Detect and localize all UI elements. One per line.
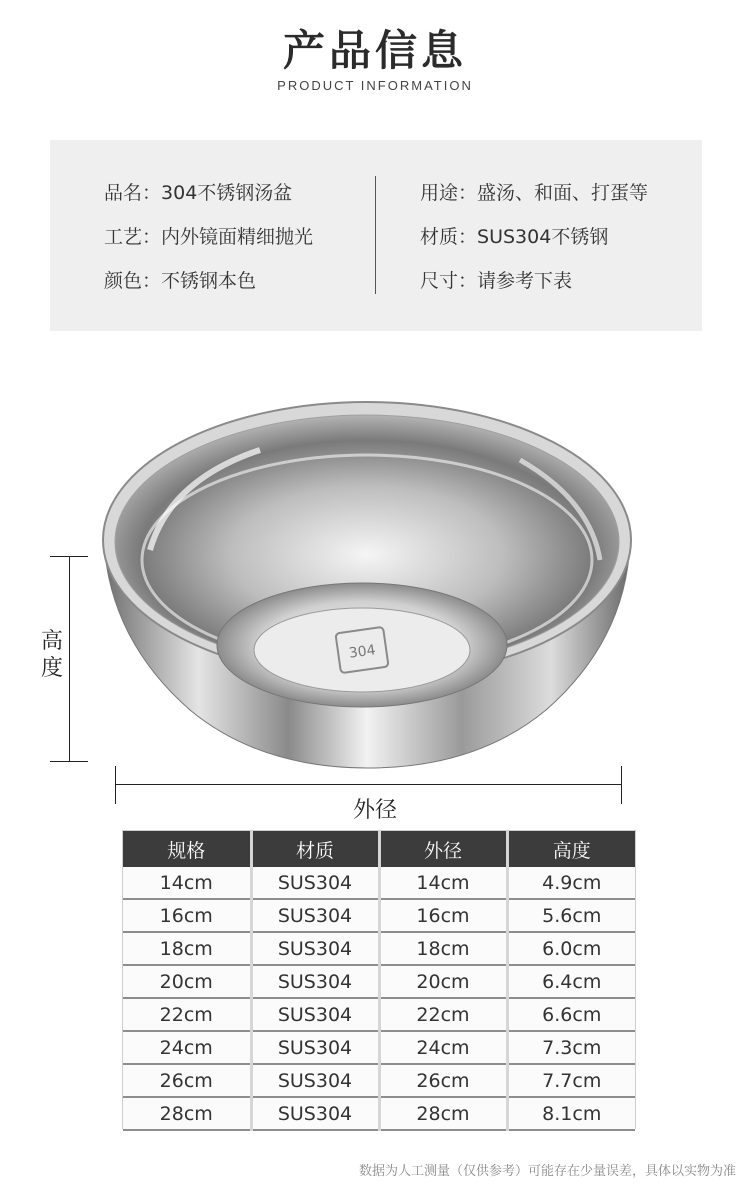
table-cell: SUS304 — [251, 932, 379, 965]
info-value: 内外镜面精细抛光 — [161, 226, 314, 248]
height-label: 高度 — [40, 629, 63, 681]
table-cell: 24cm — [123, 1031, 251, 1064]
column-header-height: 高度 — [507, 831, 635, 867]
table-row — [123, 998, 635, 1031]
info-label: 尺寸 — [420, 270, 459, 292]
table-cell: 20cm — [379, 965, 507, 998]
table-cell: 14cm — [379, 867, 507, 899]
page-subtitle: PRODUCT INFORMATION — [277, 78, 473, 93]
table-header-row — [123, 831, 635, 867]
product-info-panel — [50, 140, 702, 331]
table-row — [123, 1031, 635, 1064]
table-cell: 6.4cm — [507, 965, 635, 998]
table-cell: SUS304 — [251, 998, 379, 1031]
table-cell: 26cm — [123, 1064, 251, 1097]
info-row-usage: 用途：盛汤、和面、打蛋等 — [420, 182, 649, 204]
table-cell: 14cm — [123, 867, 251, 899]
info-row-size: 尺寸：请参考下表 — [420, 270, 573, 292]
table-cell: SUS304 — [251, 965, 379, 998]
table-cell: 5.6cm — [507, 899, 635, 932]
info-row-color: 颜色：不锈钢本色 — [104, 270, 257, 292]
table-row — [123, 1064, 635, 1097]
column-header-spec: 规格 — [123, 831, 251, 867]
table-cell: 26cm — [379, 1064, 507, 1097]
table-cell: 22cm — [379, 998, 507, 1031]
table-cell: 20cm — [123, 965, 251, 998]
info-value: SUS304不锈钢 — [477, 226, 609, 248]
table-cell: 7.7cm — [507, 1064, 635, 1097]
table-cell: 28cm — [123, 1097, 251, 1130]
table-cell: 4.9cm — [507, 867, 635, 899]
table-cell: 6.0cm — [507, 932, 635, 965]
column-header-material: 材质 — [251, 831, 379, 867]
table-row — [123, 932, 635, 965]
diameter-label: 外径 — [352, 798, 397, 823]
table-cell: 6.6cm — [507, 998, 635, 1031]
table-row — [123, 867, 635, 899]
info-label: 材质 — [420, 226, 459, 248]
info-column-right — [420, 178, 648, 310]
table-cell: 8.1cm — [507, 1097, 635, 1130]
info-column-left — [104, 178, 313, 310]
size-spec-table — [122, 830, 636, 1129]
table-row — [123, 965, 635, 998]
table-cell: 24cm — [379, 1031, 507, 1064]
table-cell: SUS304 — [251, 867, 379, 899]
info-row-material: 材质：SUS304不锈钢 — [420, 226, 609, 248]
table-cell: SUS304 — [251, 1064, 379, 1097]
table-cell: 16cm — [123, 899, 251, 932]
bowl-stamp-text: 304 — [347, 642, 377, 662]
table-cell: 7.3cm — [507, 1031, 635, 1064]
table-cell: 18cm — [379, 932, 507, 965]
info-label: 用途 — [420, 182, 459, 204]
table-cell: 16cm — [379, 899, 507, 932]
info-value: 请参考下表 — [477, 270, 573, 292]
table-cell: 18cm — [123, 932, 251, 965]
info-row-name: 品名：304不锈钢汤盆 — [104, 182, 293, 204]
info-value: 304不锈钢汤盆 — [161, 182, 293, 204]
info-row-craft: 工艺：内外镜面精细抛光 — [104, 226, 314, 248]
table-cell: SUS304 — [251, 1031, 379, 1064]
height-dimension-bottom-cap — [50, 761, 88, 762]
table-cell: SUS304 — [251, 899, 379, 932]
info-label: 颜色 — [104, 270, 143, 292]
height-dimension-line — [69, 556, 70, 762]
info-value: 不锈钢本色 — [161, 270, 257, 292]
table-row — [123, 899, 635, 932]
info-divider — [375, 176, 376, 294]
column-header-diameter: 外径 — [379, 831, 507, 867]
page-title: 产品信息 — [282, 26, 467, 75]
info-label: 工艺 — [104, 226, 143, 248]
diameter-dimension-line — [116, 784, 622, 785]
info-value: 盛汤、和面、打蛋等 — [477, 182, 649, 204]
table-cell: 22cm — [123, 998, 251, 1031]
table-cell: SUS304 — [251, 1097, 379, 1130]
info-label: 品名 — [104, 182, 143, 204]
table-cell: 28cm — [379, 1097, 507, 1130]
bowl-image — [0, 390, 750, 790]
table-row — [123, 1097, 635, 1130]
disclaimer-footnote: 数据为人工测量（仅供参考）可能存在少量误差，具体以实物为准 — [358, 1164, 736, 1179]
